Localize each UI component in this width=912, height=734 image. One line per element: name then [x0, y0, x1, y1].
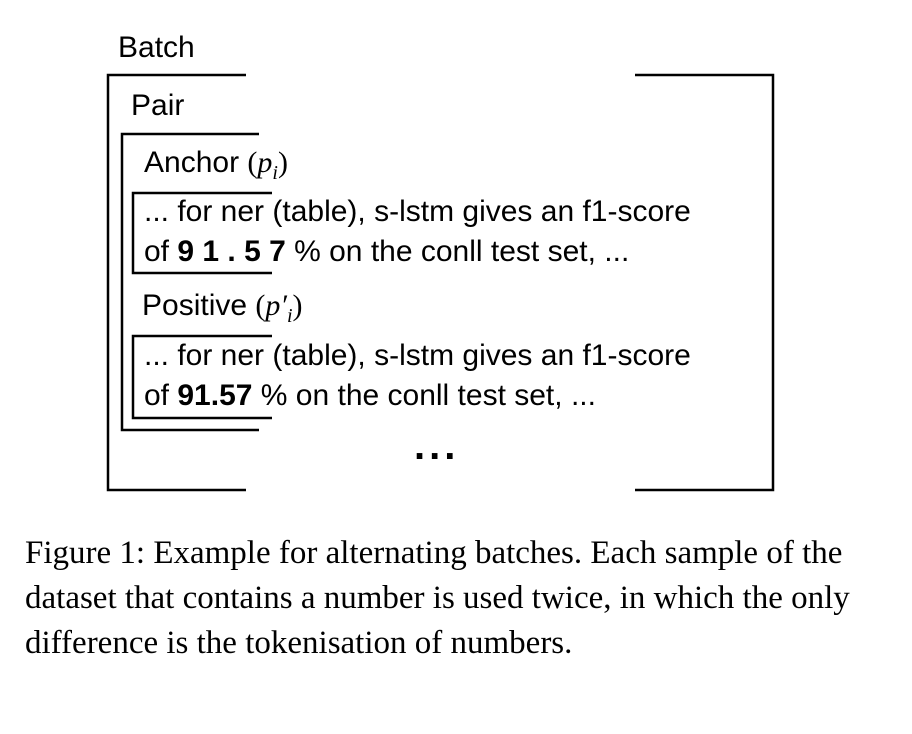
batch-label: Batch [118, 31, 195, 64]
anchor-line-2: of 9 1 . 5 7 % on the conll test set, ... [144, 235, 630, 268]
anchor-line-1: ... for ner (table), s-lstm gives an f1-score [144, 195, 691, 228]
positive-sample-text [144, 336, 691, 416]
positive-number: 91.57 [177, 379, 253, 412]
positive-line-1: ... for ner (table), s-lstm gives an f1-score [144, 339, 691, 372]
positive-label: Positive [142, 289, 248, 322]
anchor-heading [144, 146, 288, 185]
figure-caption: Figure 1: Example for alternating batches. Each sample of the dataset that contains a number is used twice, in which the only difference is the tokenisation of numbers. [25, 535, 850, 661]
more-pairs-ellipsis: ... [414, 424, 460, 468]
anchor-sample-text [144, 192, 691, 272]
positive-symbol: $(p'_i)$ [255, 289, 303, 327]
pair-label: Pair [131, 89, 185, 122]
positive-heading [142, 289, 303, 328]
anchor-number: 9 1 . 5 7 [177, 235, 286, 268]
anchor-symbol: $(p_i)$ [247, 146, 288, 184]
anchor-label: Anchor [144, 146, 240, 179]
positive-line-2: of 91.57 % on the conll test set, ... [144, 379, 596, 412]
